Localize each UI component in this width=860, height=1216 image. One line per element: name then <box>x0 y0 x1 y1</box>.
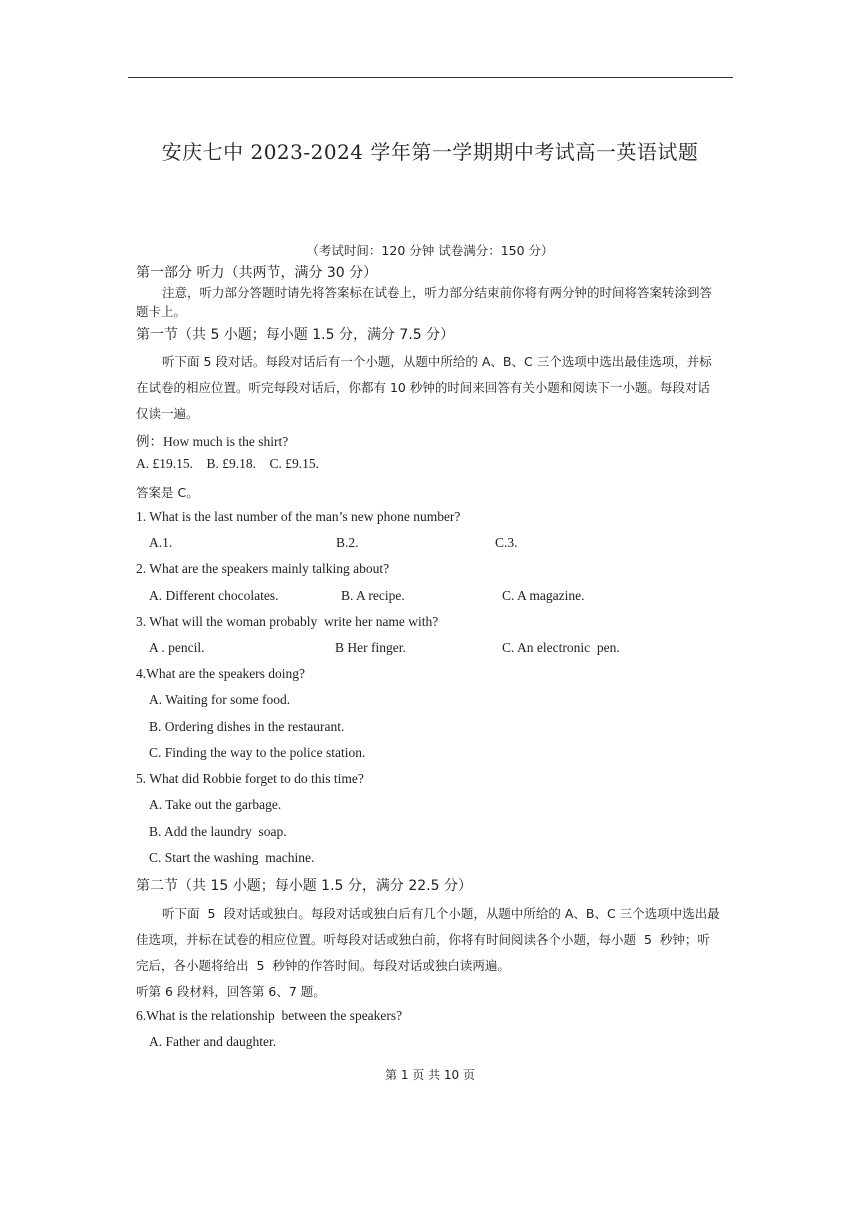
page-title: 安庆七中 2023-2024 学年第一学期期中考试高一英语试题 <box>161 140 699 164</box>
q4-option-c: C. Finding the way to the police station. <box>149 745 366 760</box>
example-question: 例：How much is the shirt? <box>136 434 289 449</box>
page-footer: 第 1 页 共 10 页 <box>385 1068 475 1082</box>
question-1: 1. What is the last number of the man’s new phone number? <box>136 509 461 524</box>
section2-instr-line2: 佳选项，并标在试卷的相应位置。听每段对话或独白前，你将有时间阅读各个小题，每小题 5 秒钟；听 <box>136 932 710 947</box>
q1-option-b: B.2. <box>336 535 359 550</box>
section2-heading: 第二节（共 15 小题；每小题 1.5 分，满分 22.5 分） <box>136 878 472 894</box>
question-5: 5. What did Robbie forget to do this time? <box>136 771 364 786</box>
q5-option-a: A. Take out the garbage. <box>149 797 282 812</box>
top-rule <box>128 77 733 78</box>
q5-option-c: C. Start the washing machine. <box>149 850 315 865</box>
part1-note-line2: 题卡上。 <box>136 304 187 319</box>
part1-heading: 第一部分 听力（共两节，满分 30 分） <box>136 265 378 281</box>
question-3: 3. What will the woman probably write her name with? <box>136 614 439 629</box>
exam-info: （考试时间：120 分钟 试卷满分：150 分） <box>306 243 554 258</box>
q2-option-c: C. A magazine. <box>502 588 585 603</box>
question-6: 6.What is the relationship between the speakers? <box>136 1008 403 1023</box>
section2-instr-line1: 听下面 5 段对话或独白。每段对话或独白后有几个小题，从题中所给的 A、B、C 三个选项中选出最 <box>162 906 720 921</box>
section1-instr-line2: 在试卷的相应位置。听完每段对话后，你都有 10 秒钟的时间来回答有关小题和阅读下一小题。每段对话 <box>136 380 710 395</box>
q3-option-c: C. An electronic pen. <box>502 640 620 655</box>
example-options: A. £19.15. B. £9.18. C. £9.15. <box>136 456 320 471</box>
q4-option-a: A. Waiting for some food. <box>149 692 291 707</box>
section2-instr-line3: 完后，各小题将给出 5 秒钟的作答时间。每段对话或独白读两遍。 <box>136 958 510 973</box>
q6-option-a: A. Father and daughter. <box>149 1034 277 1049</box>
q4-option-b: B. Ordering dishes in the restaurant. <box>149 719 345 734</box>
section1-instr-line1: 听下面 5 段对话。每段对话后有一个小题，从题中所给的 A、B、C 三个选项中选出最佳选项，并标 <box>162 354 712 369</box>
q2-option-a: A. Different chocolates. <box>149 588 279 603</box>
part1-note-line1: 注意，听力部分答题时请先将答案标在试卷上，听力部分结束前你将有两分钟的时间将答案转涂到答 <box>162 285 713 300</box>
section1-instr-line3: 仅读一遍。 <box>136 406 199 421</box>
question-4: 4.What are the speakers doing? <box>136 666 306 681</box>
section1-heading: 第一节（共 5 小题；每小题 1.5 分，满分 7.5 分） <box>136 327 455 343</box>
q2-option-b: B. A recipe. <box>341 588 405 603</box>
section2-material: 听第 6 段材料，回答第 6、7 题。 <box>136 984 326 999</box>
question-2: 2. What are the speakers mainly talking about? <box>136 561 390 576</box>
q1-option-a: A.1. <box>149 535 173 550</box>
q3-option-a: A . pencil. <box>149 640 205 655</box>
q1-option-c: C.3. <box>495 535 518 550</box>
q3-option-b: B Her finger. <box>335 640 406 655</box>
example-answer: 答案是 C。 <box>136 485 199 500</box>
q5-option-b: B. Add the laundry soap. <box>149 824 287 839</box>
